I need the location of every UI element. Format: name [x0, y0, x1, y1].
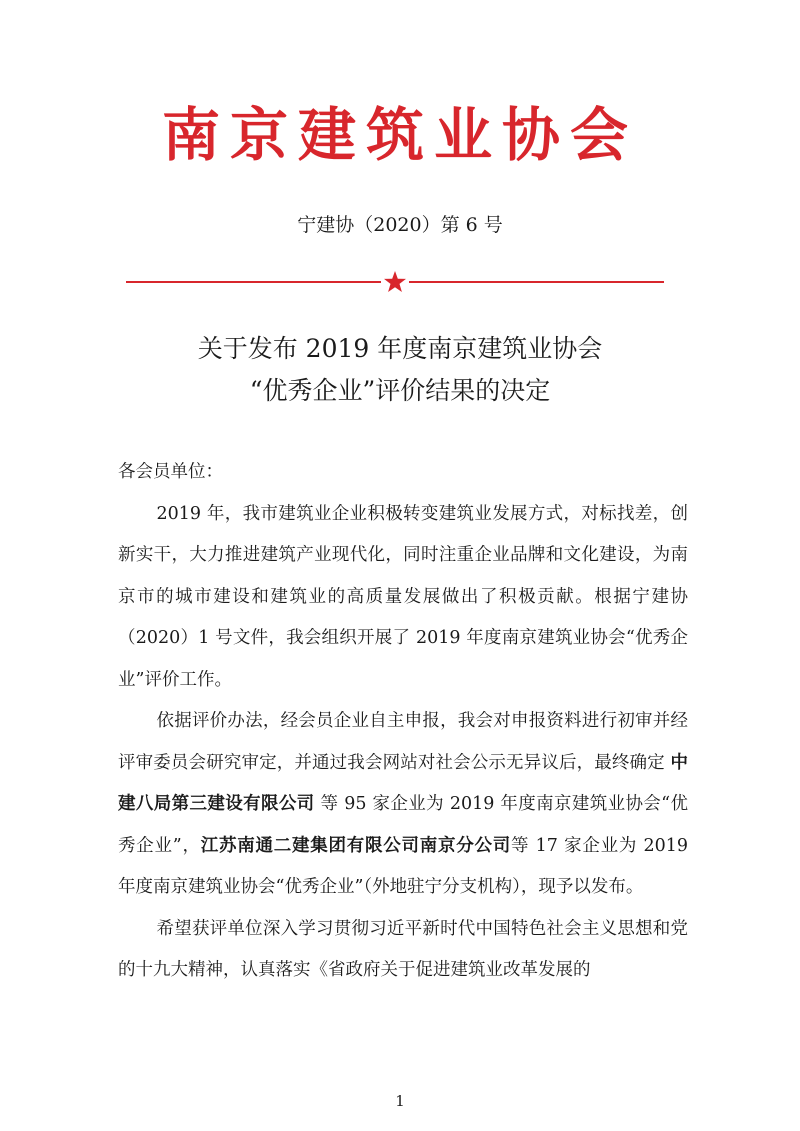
salutation: 各会员单位：	[118, 462, 223, 482]
paragraph-2	[118, 701, 688, 909]
title-line-2: “优秀企业”评价结果的决定	[249, 376, 551, 405]
company-name-1: 中建八局第三建设有限公司	[118, 752, 688, 814]
paragraph-2-part-b: 等 95 家企业为 2019 年度南京建筑业协会“优秀企业”，	[118, 794, 688, 856]
divider-line-left	[126, 281, 381, 283]
company-name-2: 江苏南通二建集团有限公司南京分公司	[200, 835, 511, 856]
org-header-title: 南京建筑业协会	[161, 101, 638, 169]
document-number: 宁建协（2020）第 6 号	[297, 214, 503, 236]
title-line-1: 关于发布 2019 年度南京建筑业协会	[197, 334, 603, 363]
divider-line-right	[409, 281, 664, 283]
paragraph-2-part-a: 依据评价办法，经会员企业自主申报，我会对申报资料进行初审并经评审委员会研究审定，并通过我会网站对社会公示无异议后，最终确定	[118, 711, 688, 773]
document-body	[118, 452, 688, 992]
paragraph-2-part-c: 等 17 家企业为 2019 年度南京建筑业协会“优秀企业”（外地驻宁分支机构），现予以发布。	[118, 835, 689, 897]
paragraph-1: 2019 年，我市建筑业企业积极转变建筑业发展方式，对标找差，创新实干，大力推进建筑产业现代化，同时注重企业品牌和文化建设，为南京市的城市建设和建筑业的高质量发展做出了积极贡献。根据宁建协（2020）1 号文件，我会组织开展了 2019 年度南京建筑业协会“优秀企业”评价工作。	[118, 503, 688, 690]
document-title	[0, 328, 800, 412]
paragraph-3: 希望获评单位深入学习贯彻习近平新时代中国特色社会主义思想和党的十九大精神，认真落实《省政府关于促进建筑业改革发展的	[118, 918, 688, 980]
star-icon	[383, 270, 407, 294]
page-number: 1	[395, 1092, 405, 1110]
red-divider	[126, 270, 664, 294]
